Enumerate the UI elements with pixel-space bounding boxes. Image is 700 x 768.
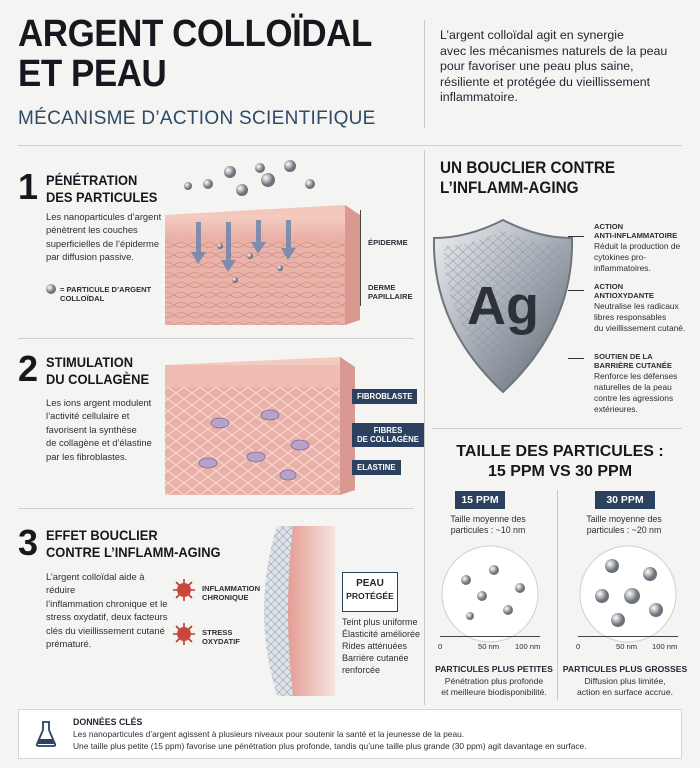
page-title-line2: ET PEAU xyxy=(18,53,167,95)
inflammation-label: INFLAMMATION CHRONIQUE xyxy=(202,584,261,603)
ppm15-axis-0: 0 xyxy=(438,642,443,651)
step3-title: EFFET BOUCLIER CONTRE L’INFLAMM-AGING xyxy=(46,527,221,560)
action-antioxydante: ACTION ANTIOXYDANTE Neutralise les radicaux libres responsables du vieillissement cutané. xyxy=(594,282,686,334)
derme-bracket xyxy=(355,266,361,306)
epiderme-bracket xyxy=(355,210,361,266)
ppm30-axis-0: 0 xyxy=(576,642,581,651)
header-divider xyxy=(424,20,425,128)
action-anti-inflammatoire: ACTION ANTI-INFLAMMATOIRE Réduit la production de cytokines pro-inflammatoires. xyxy=(594,222,681,274)
key-data-line2: Une taille plus petite (15 ppm) favorise une pénétration plus profonde, tandis qu’une taille plus grande (30 ppm) agit davantage en surface. xyxy=(73,741,587,751)
ppm30-desc: Diffusion plus limitée, action en surface accrue. xyxy=(576,676,674,697)
step2-number: 2 xyxy=(18,348,39,389)
connector-3 xyxy=(568,358,584,359)
page-title-line1: ARGENT COLLOÏDAL xyxy=(18,13,372,55)
benefits-list: Teint plus uniforme Élasticité améliorée Rides atténuées Barrière cutanée renforcée xyxy=(342,617,421,675)
ppm30-axis-50: 50 nm xyxy=(616,642,638,651)
ppm15-caption: PARTICULES PLUS PETITES xyxy=(435,664,553,674)
column-divider xyxy=(424,150,425,705)
elastine-label: ELASTINE xyxy=(352,460,401,475)
ppm15-axis-50: 50 nm xyxy=(478,642,500,651)
step2-separator xyxy=(18,508,414,509)
shield-title: UN BOUCLIER CONTRE L’INFLAMM-AGING xyxy=(440,158,616,197)
step2-title: STIMULATION DU COLLAGÈNE xyxy=(46,354,150,387)
particles-divider xyxy=(557,490,558,700)
ppm15-label: 15 PPM xyxy=(455,491,505,509)
action-barriere: SOUTIEN DE LA BARRIÈRE CUTANÉE Renforce les défenses naturelles de la peau contre les agressions extérieures. xyxy=(594,352,678,415)
derme-label: DERME PAPILLAIRE xyxy=(368,283,413,302)
silver-particle-icon xyxy=(45,283,57,295)
ppm30-label: 30 PPM xyxy=(595,491,655,509)
header-separator xyxy=(18,145,682,146)
shield-separator xyxy=(432,428,682,429)
particle-legend: = PARTICULE D’ARGENT COLLOÏDAL xyxy=(60,285,152,304)
step2-body: Les ions argent modulent l’activité cellulaire et favorisent la synthèse de collagène et d’élastine par les fibroblastes. xyxy=(46,397,152,462)
protected-skin-illustration xyxy=(255,520,335,700)
step3-number: 3 xyxy=(18,522,39,563)
ppm30-axis xyxy=(578,636,678,637)
ppm15-size: Taille moyenne des particules : ~10 nm xyxy=(450,514,526,536)
page-subtitle: MÉCANISME D’ACTION SCIENTIFIQUE xyxy=(18,108,376,129)
ppm15-axis xyxy=(440,636,540,637)
virus-icon-stress xyxy=(172,622,196,646)
step1-title: PÉNÉTRATION DES PARTICULES xyxy=(46,172,158,205)
ppm15-axis-100: 100 nm xyxy=(515,642,541,651)
step1-number: 1 xyxy=(18,166,39,207)
ppm30-size: Taille moyenne des particules : ~20 nm xyxy=(586,514,662,536)
ppm15-desc: Pénétration plus profonde et meilleure biodisponibilité. xyxy=(441,676,547,697)
key-data-panel xyxy=(18,709,682,759)
key-data-line1: Les nanoparticules d’argent agissent à plusieurs niveaux pour soutenir la santé et la jeunesse de la peau. xyxy=(73,729,465,739)
fibroblaste-label: FIBROBLASTE xyxy=(352,389,417,404)
ppm15-circle xyxy=(440,544,540,644)
flask-icon xyxy=(35,720,57,748)
epiderme-label: ÉPIDERME xyxy=(368,238,408,247)
step3-body: L’argent colloïdal aide à réduire l’inflammation chronique et le stress oxydatif, deux facteurs clés du vieillissement cutané prématuré. xyxy=(46,571,168,650)
step1-separator xyxy=(18,338,414,339)
ppm30-circle xyxy=(578,544,678,644)
ppm30-caption: PARTICULES PLUS GROSSES xyxy=(562,664,688,674)
particles-title: TAILLE DES PARTICULES : 15 PPM VS 30 PPM xyxy=(456,443,664,480)
ppm30-axis-100: 100 nm xyxy=(652,642,678,651)
intro-text: L’argent colloïdal agit en synergie avec les mécanismes naturels de la peau pour favoriser une peau plus saine, résiliente et protégée du vieillissement inflammatoire. xyxy=(440,28,668,105)
collagen-illustration xyxy=(160,345,360,505)
key-data-title: DONNÉES CLÉS xyxy=(73,717,143,727)
shield-icon xyxy=(428,216,578,396)
fibres-label: FIBRES DE COLLAGÈNE xyxy=(352,423,424,447)
stress-label: STRESS OXYDATIF xyxy=(202,628,240,647)
virus-icon xyxy=(172,578,196,602)
connector-2 xyxy=(568,290,584,291)
skin-penetration-illustration xyxy=(160,160,370,330)
connector-1 xyxy=(568,236,584,237)
shield-symbol: Ag xyxy=(467,276,539,336)
peau-protegee-box: PEAU PROTÉGÉE xyxy=(342,572,398,612)
step1-body: Les nanoparticules d’argent pénètrent les couches superficielles de l’épiderme par diffusion passive. xyxy=(46,211,162,263)
